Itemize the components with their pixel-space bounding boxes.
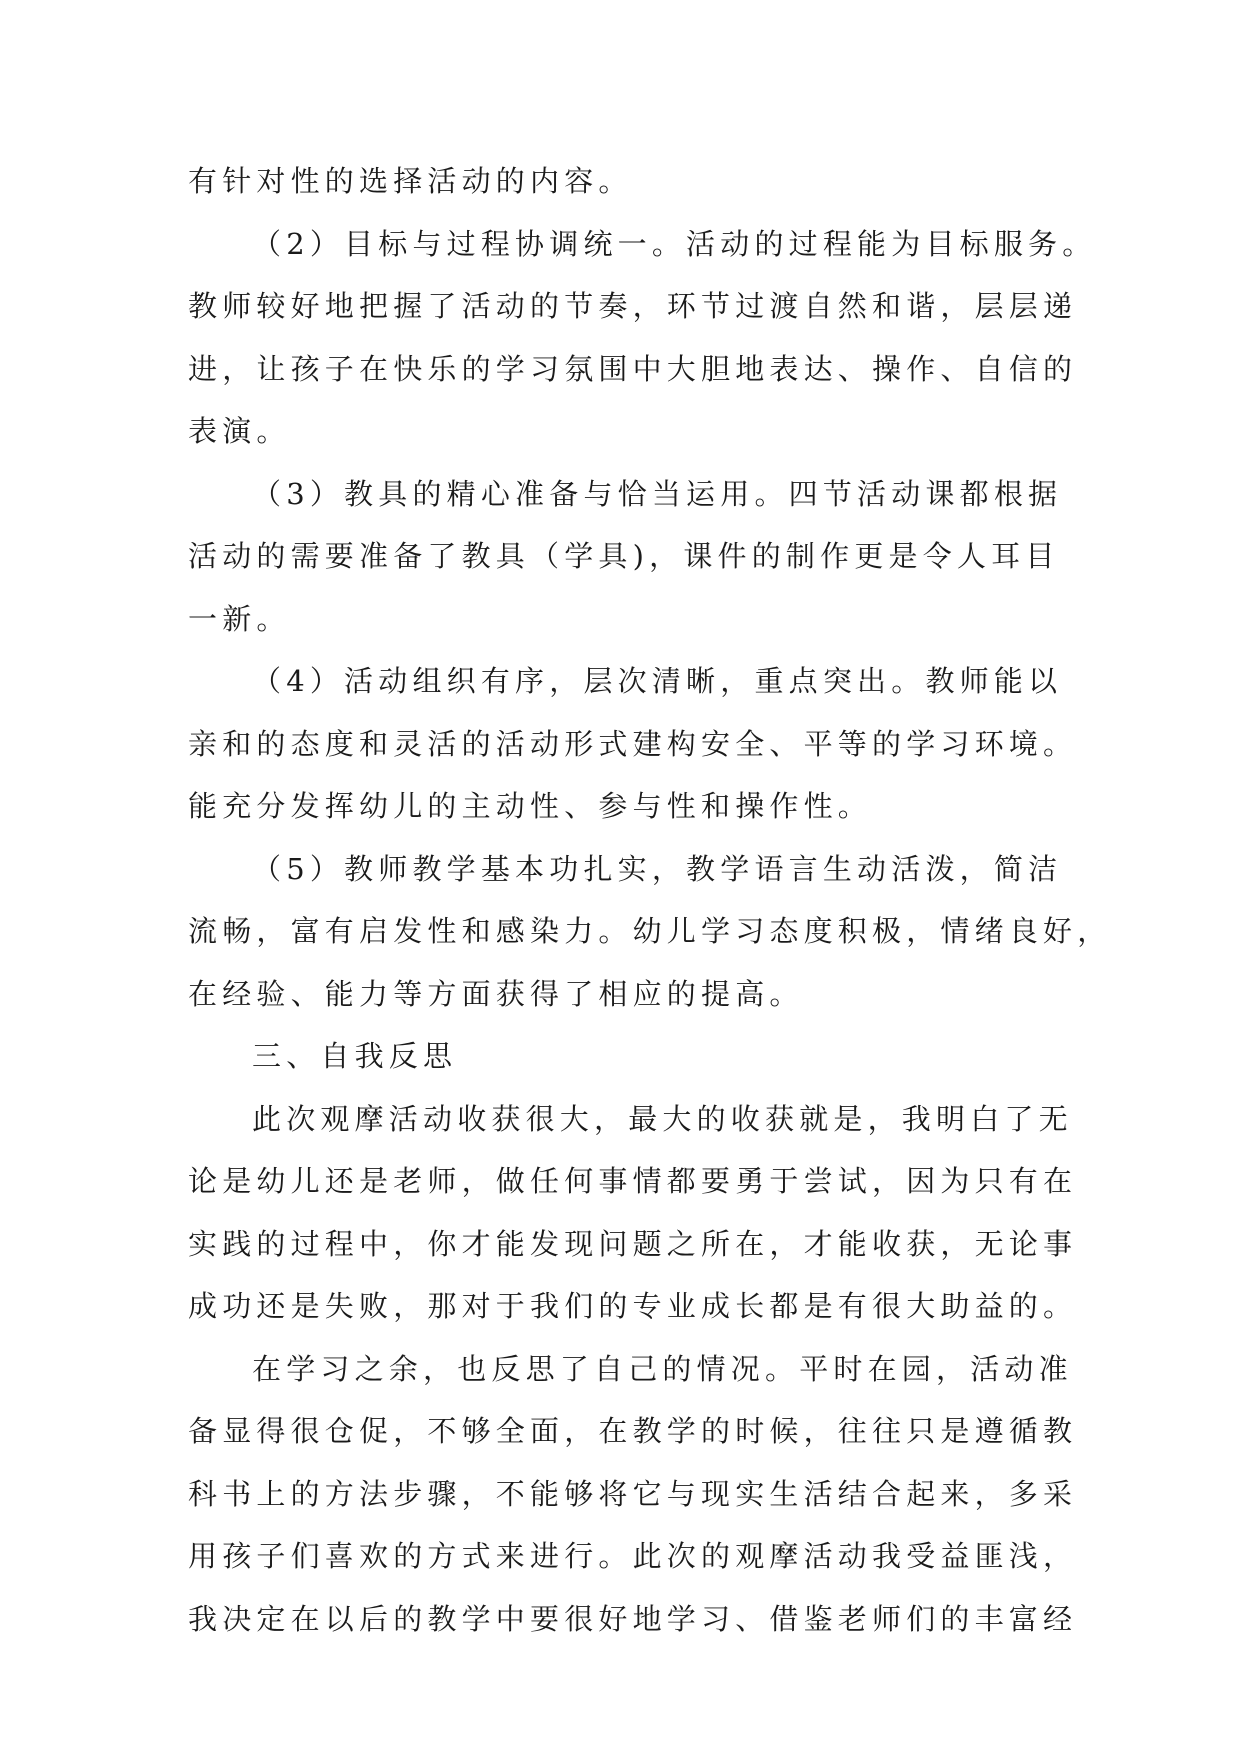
text-line: 有针对性的选择活动的内容。 — [188, 164, 633, 198]
text-line: 表演。 — [188, 414, 291, 448]
text-line: （4）活动组织有序，层次清晰，重点突出。教师能以 — [252, 664, 1063, 698]
text-line: 科书上的方法步骤，不能够将它与现实生活结合起来，多采 — [188, 1476, 1078, 1511]
text-line: 此次观摩活动收获很大，最大的收获就是，我明白了无 — [252, 1101, 1073, 1136]
text-line: 在经验、能力等方面获得了相应的提高。 — [188, 976, 804, 1011]
text-line: 教师较好地把握了活动的节奏，环节过渡自然和谐，层层递 — [188, 289, 1078, 323]
text-line: 一新。 — [188, 601, 291, 636]
section-heading: 三、自我反思 — [252, 1039, 458, 1073]
text-line: （2）目标与过程协调统一。活动的过程能为目标服务。 — [252, 226, 1097, 261]
text-line: （5）教师教学基本功扎实，教学语言生动活泼，简洁 — [252, 851, 1063, 886]
text-line: （3）教具的精心准备与恰当运用。四节活动课都根据 — [252, 476, 1063, 511]
text-line: 流畅，富有启发性和感染力。幼儿学习态度积极，情绪良好， — [188, 914, 1112, 948]
text-line: 能充分发挥幼儿的主动性、参与性和操作性。 — [188, 789, 873, 823]
document-page — [188, 150, 1112, 1650]
text-line: 进，让孩子在快乐的学习氛围中大胆地表达、操作、自信的 — [188, 351, 1078, 386]
text-line: 论是幼儿还是老师，做任何事情都要勇于尝试，因为只有在 — [188, 1164, 1078, 1198]
text-line: 我决定在以后的教学中要很好地学习、借鉴老师们的丰富经 — [188, 1601, 1078, 1636]
text-line: 备显得很仓促，不够全面，在教学的时候，往往只是遵循教 — [188, 1414, 1078, 1448]
text-line: 实践的过程中，你才能发现问题之所在，才能收获，无论事 — [188, 1226, 1078, 1261]
text-line: 用孩子们喜欢的方式来进行。此次的观摩活动我受益匪浅， — [188, 1539, 1078, 1573]
text-line: 活动的需要准备了教具（学具)，课件的制作更是令人耳目 — [188, 539, 1060, 573]
text-line: 在学习之余，也反思了自己的情况。平时在园，活动准 — [252, 1351, 1073, 1386]
text-line: 成功还是失败，那对于我们的专业成长都是有很大助益的。 — [188, 1289, 1078, 1323]
text-line: 亲和的态度和灵活的活动形式建构安全、平等的学习环境。 — [188, 726, 1078, 761]
